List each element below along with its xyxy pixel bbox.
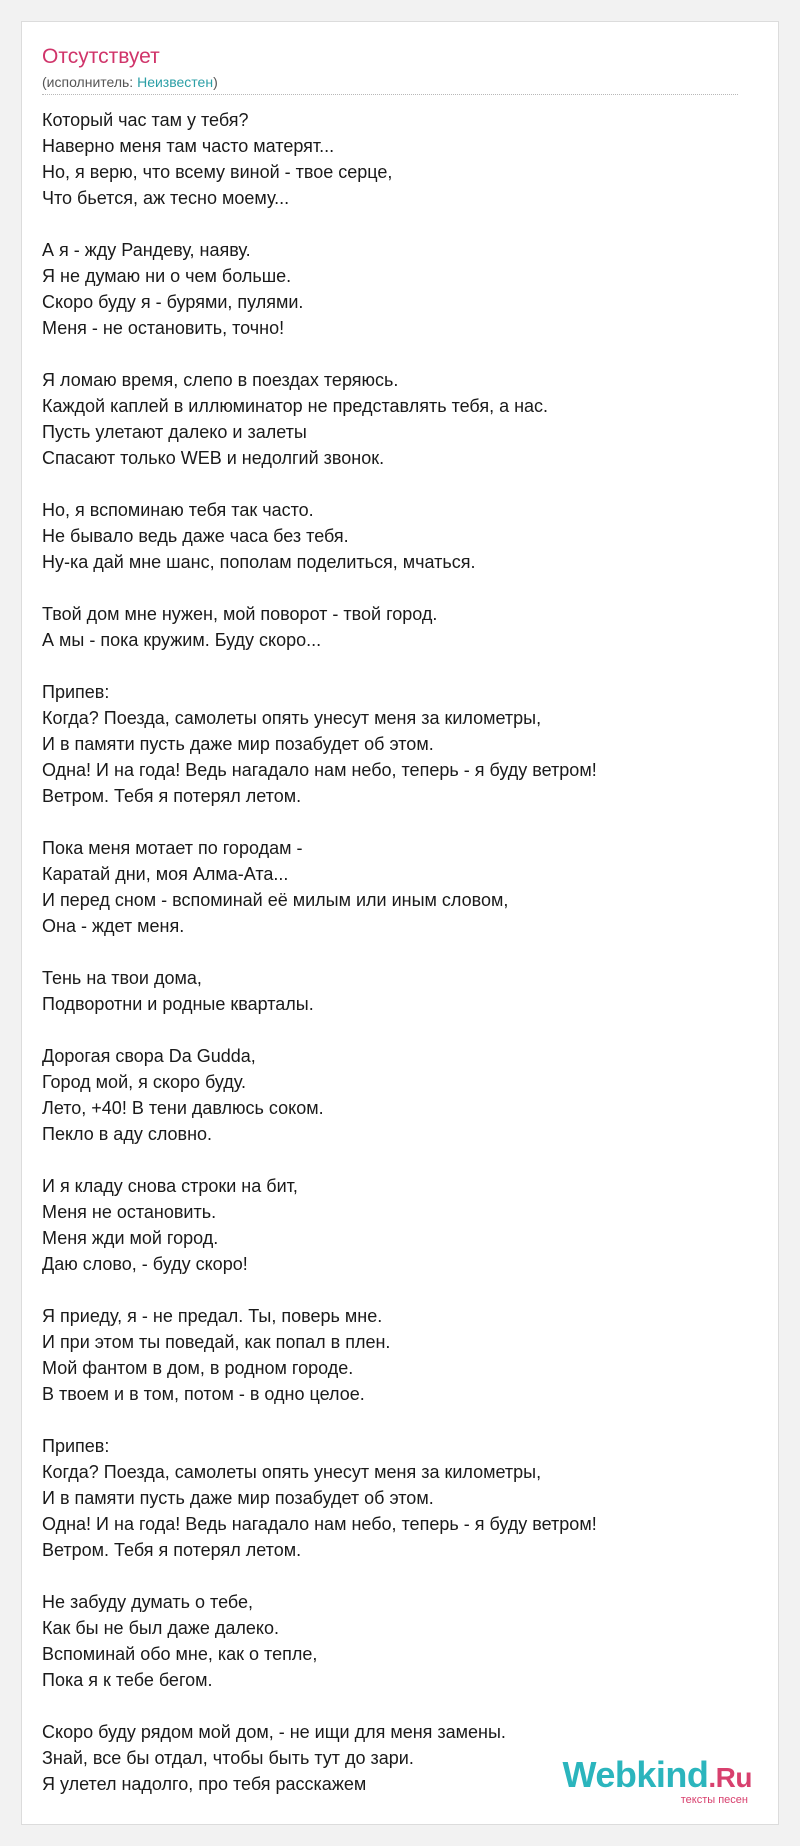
lyrics-line: Что бьется, аж тесно моему... <box>42 188 290 208</box>
lyrics-line: Твой дом мне нужен, мой поворот - твой город. <box>42 604 438 624</box>
lyrics-line: Ветром. Тебя я потерял летом. <box>42 786 302 806</box>
lyrics-line: Город мой, я скоро буду. <box>42 1072 247 1092</box>
lyrics-line: Но, я вспоминаю тебя так часто. <box>42 500 314 520</box>
lyrics-stanza <box>42 107 742 211</box>
lyrics-line: Подворотни и родные кварталы. <box>42 994 314 1014</box>
lyrics-line: Припев: <box>42 682 110 702</box>
lyrics-stanza <box>42 1589 742 1693</box>
header-divider <box>42 94 738 95</box>
lyrics-line: Одна! И на года! Ведь нагадало нам небо, теперь - я буду ветром! <box>42 1514 597 1534</box>
lyrics-line: Ветром. Тебя я потерял летом. <box>42 1540 302 1560</box>
lyrics-line: И в памяти пусть даже мир позабудет об этом. <box>42 1488 434 1508</box>
lyrics-stanza <box>42 237 742 341</box>
artist-link[interactable]: Неизвестен <box>137 74 214 90</box>
lyrics-stanza <box>42 1173 742 1277</box>
lyrics-line: Мой фантом в дом, в родном городе. <box>42 1358 354 1378</box>
logo-wordmark <box>562 1754 752 1796</box>
lyrics-line: А я - жду Рандеву, наяву. <box>42 240 251 260</box>
lyrics-line: Я приеду, я - не предал. Ты, поверь мне. <box>42 1306 383 1326</box>
lyrics-card <box>21 21 779 1825</box>
logo-subtitle: тексты песен <box>680 1794 748 1806</box>
lyrics-line: Меня - не остановить, точно! <box>42 318 285 338</box>
lyrics-text <box>42 107 742 1823</box>
lyrics-line: Не бывало ведь даже часа без тебя. <box>42 526 349 546</box>
lyrics-line: Пока меня мотает по городам - <box>42 838 303 858</box>
lyrics-line: Одна! И на года! Ведь нагадало нам небо, теперь - я буду ветром! <box>42 760 597 780</box>
lyrics-line: Ну-ка дай мне шанс, пополам поделиться, мчаться. <box>42 552 476 572</box>
lyrics-line: И при этом ты поведай, как попал в плен. <box>42 1332 391 1352</box>
lyrics-line: Но, я верю, что всему виной - твое серце, <box>42 162 393 182</box>
logo-web: Web <box>562 1754 637 1795</box>
lyrics-stanza <box>42 367 742 471</box>
lyrics-line: Пока я к тебе бегом. <box>42 1670 213 1690</box>
lyrics-line: В твоем и в том, потом - в одно целое. <box>42 1384 365 1404</box>
lyrics-line: И я кладу снова строки на бит, <box>42 1176 298 1196</box>
artist-prefix: (исполнитель: <box>42 74 138 90</box>
webkind-logo[interactable] <box>562 1754 752 1806</box>
lyrics-stanza <box>42 835 742 939</box>
logo-ru: .Ru <box>708 1762 752 1793</box>
lyrics-line: Каждой каплей в иллюминатор не представлять тебя, а нас. <box>42 396 549 416</box>
artist-line <box>42 73 218 91</box>
lyrics-line: Вспоминай обо мне, как о тепле, <box>42 1644 318 1664</box>
lyrics-line: Я не думаю ни о чем больше. <box>42 266 292 286</box>
lyrics-line: Знай, все бы отдал, чтобы быть тут до зари. <box>42 1748 414 1768</box>
lyrics-stanza <box>42 1043 742 1147</box>
lyrics-line: Как бы не был даже далеко. <box>42 1618 280 1638</box>
lyrics-line: Скоро буду рядом мой дом, - не ищи для меня замены. <box>42 1722 506 1742</box>
lyrics-stanza <box>42 1433 742 1563</box>
lyrics-line: Дорогая свора Da Gudda, <box>42 1046 256 1066</box>
lyrics-line: Скоро буду я - бурями, пулями. <box>42 292 304 312</box>
lyrics-line: Спасают только WEB и недолгий звонок. <box>42 448 385 468</box>
logo-kind: kind <box>636 1754 709 1795</box>
lyrics-stanza <box>42 965 742 1017</box>
lyrics-line: Не забуду думать о тебе, <box>42 1592 253 1612</box>
lyrics-line: Я улетел надолго, про тебя расскажем <box>42 1774 367 1794</box>
artist-suffix: ) <box>213 74 218 90</box>
lyrics-line: Пусть улетают далеко и залеты <box>42 422 307 442</box>
lyrics-stanza <box>42 1303 742 1407</box>
lyrics-stanza <box>42 601 742 653</box>
lyrics-line: Который час там у тебя? <box>42 110 249 130</box>
lyrics-line: Когда? Поезда, самолеты опять унесут меня за километры, <box>42 1462 542 1482</box>
lyrics-line: Я ломаю время, слепо в поездах теряюсь. <box>42 370 399 390</box>
lyrics-line: Даю слово, - буду скоро! <box>42 1254 248 1274</box>
lyrics-line: Меня не остановить. <box>42 1202 217 1222</box>
lyrics-line: Она - ждет меня. <box>42 916 185 936</box>
lyrics-stanza <box>42 497 742 575</box>
lyrics-line: И перед сном - вспоминай её милым или иным словом, <box>42 890 509 910</box>
lyrics-line: А мы - пока кружим. Буду скоро... <box>42 630 322 650</box>
lyrics-line: Меня жди мой город. <box>42 1228 219 1248</box>
lyrics-line: Когда? Поезда, самолеты опять унесут меня за километры, <box>42 708 542 728</box>
lyrics-line: Лето, +40! В тени давлюсь соком. <box>42 1098 324 1118</box>
lyrics-line: И в памяти пусть даже мир позабудет об этом. <box>42 734 434 754</box>
lyrics-line: Припев: <box>42 1436 110 1456</box>
lyrics-line: Наверно меня там часто матерят... <box>42 136 335 156</box>
lyrics-line: Пекло в аду словно. <box>42 1124 213 1144</box>
lyrics-line: Каратай дни, моя Алма-Ата... <box>42 864 289 884</box>
lyrics-line: Тень на твои дома, <box>42 968 202 988</box>
song-title: Отсутствует <box>42 45 160 68</box>
lyrics-stanza <box>42 679 742 809</box>
